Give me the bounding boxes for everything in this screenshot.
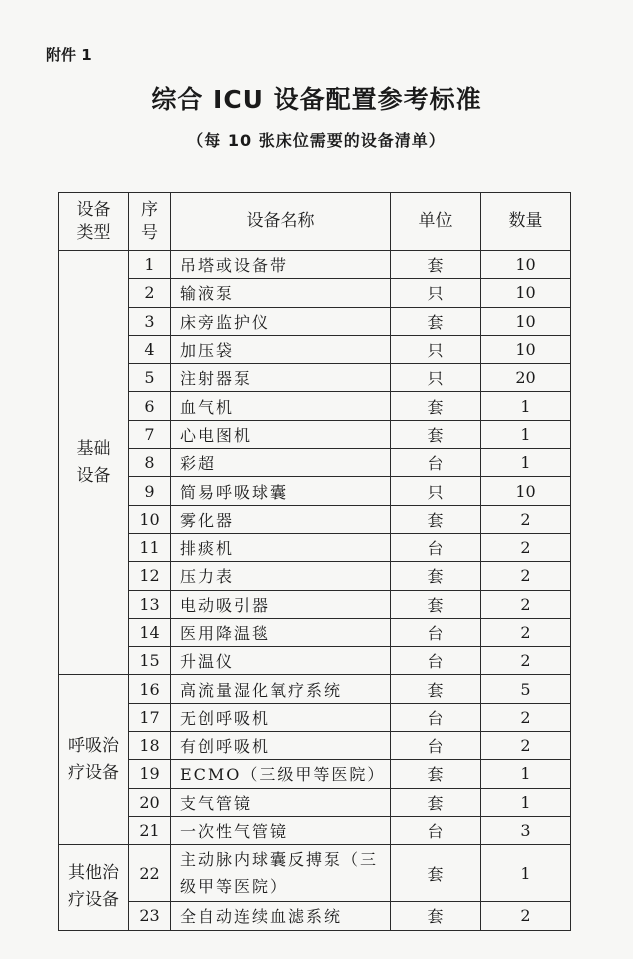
seq-cell: 19 [129,760,171,788]
table-row [59,279,571,307]
table-row [59,307,571,335]
name-cell: 无创呼吸机 [171,703,391,731]
unit-cell: 只 [391,477,481,505]
qty-cell: 1 [481,449,571,477]
qty-cell: 3 [481,816,571,844]
seq-cell: 16 [129,675,171,703]
qty-cell: 1 [481,845,571,902]
seq-cell: 15 [129,647,171,675]
seq-cell: 5 [129,364,171,392]
name-cell: 有创呼吸机 [171,732,391,760]
qty-cell: 10 [481,335,571,363]
table-row [59,675,571,703]
table-body [59,251,571,931]
qty-cell: 10 [481,279,571,307]
name-cell: 彩超 [171,449,391,477]
header-unit: 单位 [391,193,481,251]
name-cell: 吊塔或设备带 [171,251,391,279]
qty-cell: 10 [481,251,571,279]
table-row [59,703,571,731]
seq-cell: 6 [129,392,171,420]
name-cell: 床旁监护仪 [171,307,391,335]
name-cell: 心电图机 [171,420,391,448]
seq-cell: 1 [129,251,171,279]
seq-cell: 23 [129,902,171,930]
equipment-type-cell: 呼吸治疗设备 [59,675,129,845]
unit-cell: 套 [391,760,481,788]
qty-cell: 2 [481,618,571,646]
seq-cell: 21 [129,816,171,844]
table-header-row [59,193,571,251]
document-subtitle: （每 10 张床位需要的设备清单） [187,131,446,150]
seq-cell: 9 [129,477,171,505]
table-row [59,647,571,675]
attachment-label: 附件 1 [46,46,92,64]
table-row [59,845,571,902]
name-cell: ECMO（三级甲等医院） [171,760,391,788]
unit-cell: 套 [391,307,481,335]
seq-cell: 2 [129,279,171,307]
table-row [59,449,571,477]
seq-cell: 10 [129,505,171,533]
seq-cell: 20 [129,788,171,816]
name-cell: 升温仪 [171,647,391,675]
table-row [59,760,571,788]
seq-cell: 22 [129,845,171,902]
qty-cell: 1 [481,392,571,420]
table-row [59,477,571,505]
qty-cell: 10 [481,477,571,505]
table-row [59,902,571,930]
table-row [59,420,571,448]
qty-cell: 2 [481,562,571,590]
seq-cell: 17 [129,703,171,731]
name-cell: 一次性气管镜 [171,816,391,844]
header-qty: 数量 [481,193,571,251]
unit-cell: 台 [391,816,481,844]
qty-cell: 2 [481,732,571,760]
qty-cell: 1 [481,760,571,788]
qty-cell: 2 [481,902,571,930]
header-type: 设备类型 [59,193,129,251]
name-cell: 注射器泵 [171,364,391,392]
qty-cell: 2 [481,703,571,731]
qty-cell: 2 [481,647,571,675]
unit-cell: 套 [391,590,481,618]
table-row [59,788,571,816]
qty-cell: 1 [481,788,571,816]
document-title: 综合 ICU 设备配置参考标准 [151,85,482,114]
name-cell: 医用降温毯 [171,618,391,646]
table-row [59,505,571,533]
header-name: 设备名称 [171,193,391,251]
name-cell: 全自动连续血滤系统 [171,902,391,930]
unit-cell: 台 [391,449,481,477]
seq-cell: 8 [129,449,171,477]
header-seq: 序号 [129,193,171,251]
name-cell: 简易呼吸球囊 [171,477,391,505]
name-cell: 高流量湿化氧疗系统 [171,675,391,703]
qty-cell: 2 [481,590,571,618]
qty-cell: 5 [481,675,571,703]
name-cell: 主动脉内球囊反搏泵（三级甲等医院） [171,845,391,902]
unit-cell: 台 [391,703,481,731]
unit-cell: 台 [391,618,481,646]
unit-cell: 只 [391,364,481,392]
equipment-type-cell: 其他治疗设备 [59,845,129,930]
unit-cell: 套 [391,392,481,420]
qty-cell: 10 [481,307,571,335]
name-cell: 电动吸引器 [171,590,391,618]
table-row [59,392,571,420]
unit-cell: 套 [391,562,481,590]
table-row [59,335,571,363]
name-cell: 加压袋 [171,335,391,363]
unit-cell: 只 [391,279,481,307]
table-row [59,732,571,760]
unit-cell: 只 [391,335,481,363]
seq-cell: 7 [129,420,171,448]
qty-cell: 2 [481,533,571,561]
unit-cell: 套 [391,251,481,279]
name-cell: 雾化器 [171,505,391,533]
seq-cell: 13 [129,590,171,618]
seq-cell: 4 [129,335,171,363]
unit-cell: 套 [391,845,481,902]
qty-cell: 2 [481,505,571,533]
table-row [59,364,571,392]
seq-cell: 11 [129,533,171,561]
unit-cell: 套 [391,420,481,448]
seq-cell: 12 [129,562,171,590]
unit-cell: 套 [391,788,481,816]
unit-cell: 套 [391,675,481,703]
qty-cell: 1 [481,420,571,448]
qty-cell: 20 [481,364,571,392]
seq-cell: 18 [129,732,171,760]
unit-cell: 台 [391,647,481,675]
table-row [59,618,571,646]
table-row [59,816,571,844]
seq-cell: 3 [129,307,171,335]
unit-cell: 套 [391,505,481,533]
unit-cell: 台 [391,732,481,760]
equipment-table [58,192,571,931]
table-row [59,533,571,561]
name-cell: 压力表 [171,562,391,590]
equipment-type-cell: 基础设备 [59,251,129,675]
unit-cell: 台 [391,533,481,561]
name-cell: 输液泵 [171,279,391,307]
name-cell: 支气管镜 [171,788,391,816]
unit-cell: 套 [391,902,481,930]
name-cell: 血气机 [171,392,391,420]
seq-cell: 14 [129,618,171,646]
table-row [59,590,571,618]
name-cell: 排痰机 [171,533,391,561]
table-row [59,562,571,590]
table-row [59,251,571,279]
